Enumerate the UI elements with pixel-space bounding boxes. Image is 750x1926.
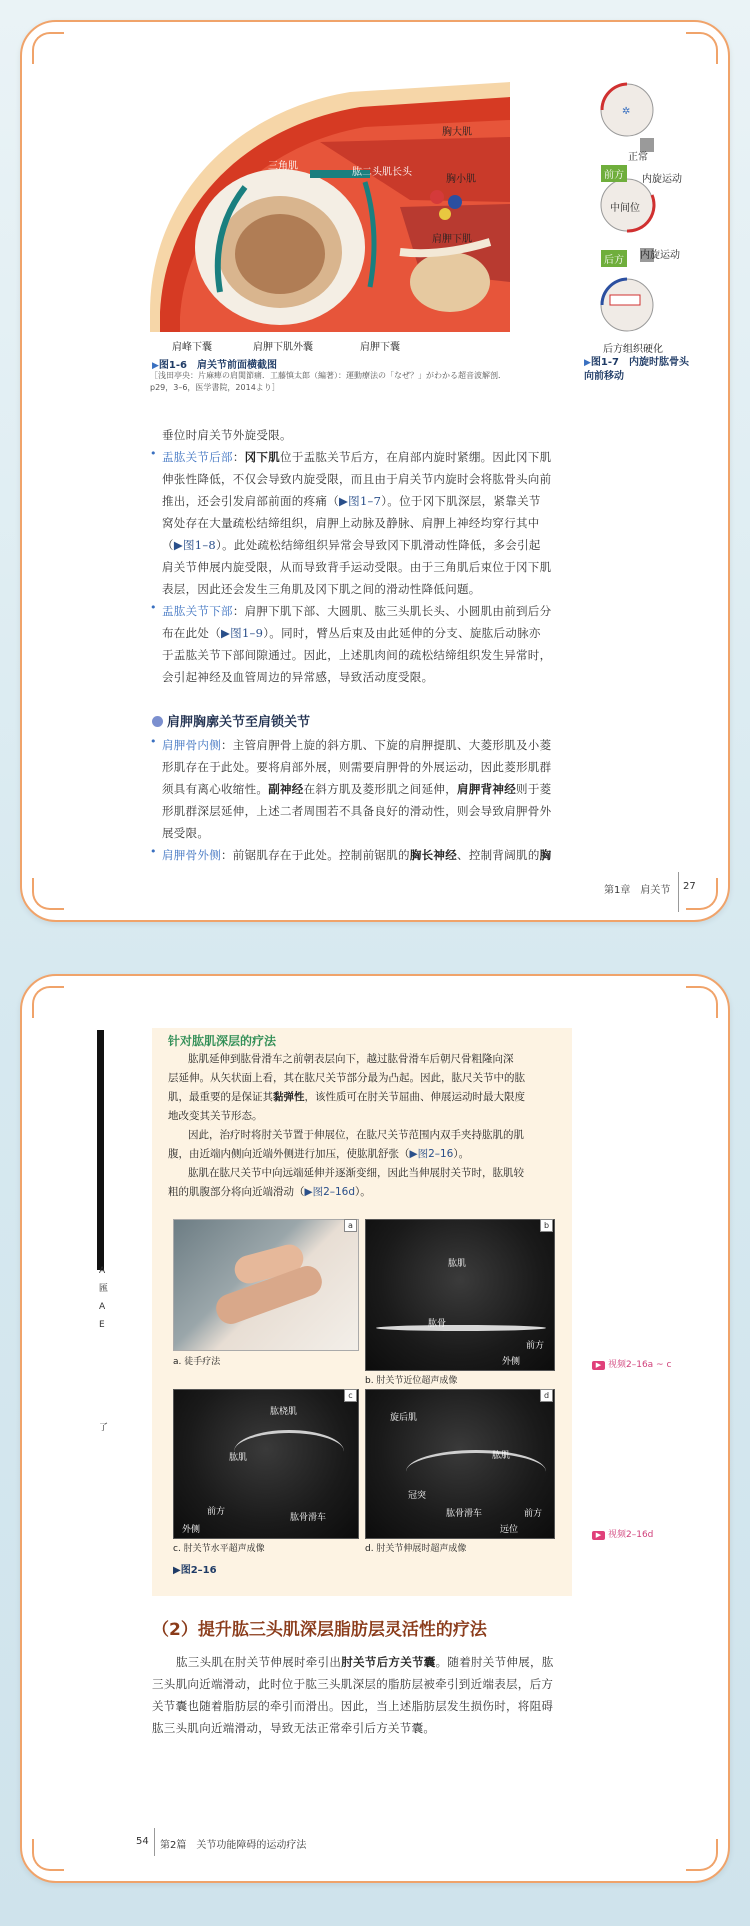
us-label-humerus: 肱骨 xyxy=(428,1319,447,1329)
corner-ornament xyxy=(32,1839,64,1871)
label-biceps-tendon: 肱二头肌长头 xyxy=(352,167,412,178)
corner-ornament xyxy=(32,986,64,1018)
label-subscapularis: 肩胛下肌 xyxy=(432,234,472,245)
bullet-dot: • xyxy=(150,601,157,614)
bullet-dot: • xyxy=(150,735,157,748)
underlying-page-edge xyxy=(97,1030,104,1270)
image-tag-b: b xyxy=(540,1219,553,1232)
label-subdeltoid-bursa: 肩峰下囊 xyxy=(172,342,212,353)
fig7-internal-rotation-top: 内旋运动 xyxy=(642,174,682,185)
section-dot-icon xyxy=(152,716,163,727)
fig1-7-caption: ▶图1-7 内旋时肱骨头向前移动 xyxy=(584,357,689,382)
us-label-front: 前方 xyxy=(524,1509,543,1519)
muscle-fascia-echo xyxy=(234,1430,344,1473)
video-link-16d[interactable]: ▶ 视频2–16d xyxy=(592,1527,653,1540)
fig7-front: 前方 xyxy=(601,165,627,182)
image-tag-a: a xyxy=(344,1219,357,1232)
underlying-page-letters: A 匯 A E xyxy=(99,1266,109,1330)
ultrasound-horizontal xyxy=(173,1389,359,1539)
video-link-16a-c[interactable]: ▶ 视频2–16a ~ c xyxy=(592,1357,671,1370)
fig7-neutral: 中间位 xyxy=(610,203,640,214)
page-number: 54 xyxy=(136,1836,149,1847)
box-paragraph: 肱肌延伸到肱骨滑车之前朝表层向下，越过肱骨滑车后朝尺骨粗隆向深 层延伸。从矢状面上看，其在肱尺关节部分最为凸起。因此，肱尺关节中的肱 肌，最重要的是保证其黏弹性，该性质可在肘关节屈曲、伸展运动时最大限度 地改变其关节形态。 因此，治疗时将肘关节置于伸展位，在肱尺关节范围内双手夹持肱肌的肌 腹，由近端内侧向近端外侧进行加压，使肱肌舒张（▶图2–16）。 肱肌在肱尺关节中向远端延伸并逐渐变细，因此当伸展肘关节时，肱肌较 粗的肌腹部分将向近端滑动（▶图2–16d）。 xyxy=(168,1053,525,1198)
corner-ornament xyxy=(686,986,718,1018)
footer-part: 第2篇 关节功能障碍的运动疗法 xyxy=(160,1840,307,1851)
label-deltoid: 三角肌 xyxy=(268,161,298,172)
us-label-trochlea: 肱骨滑车 xyxy=(446,1509,483,1519)
us-label-front: 前方 xyxy=(207,1507,226,1517)
humeral-head-rotation-figure xyxy=(582,80,692,355)
bullet-dot: • xyxy=(150,845,157,858)
manual-therapy-photo xyxy=(173,1219,359,1351)
image-tag-c: c xyxy=(344,1389,357,1402)
corner-ornament xyxy=(32,32,64,64)
play-icon: ▶ xyxy=(592,1531,605,1540)
us-label-front: 前方 xyxy=(526,1341,545,1351)
us-label-supinator: 旋后肌 xyxy=(390,1413,418,1423)
underlying-page-letter: 了 xyxy=(99,1423,109,1433)
caption-b: b. 肘关节近位超声成像 xyxy=(365,1376,458,1386)
label-subscap-bursa: 肩胛下囊 xyxy=(360,342,400,353)
fig7-normal: 正常 xyxy=(628,152,648,163)
page-number: 27 xyxy=(683,881,696,892)
us-label-distal: 远位 xyxy=(500,1525,519,1535)
paragraph-scapula-lateral: 肩胛骨外侧：前锯肌存在于此处。控制前锯肌的胸长神经、控制背阔肌的胸 xyxy=(162,848,552,862)
fig7-fibrosis: 后方组织硬化 xyxy=(603,344,663,355)
us-label-trochlea: 肱骨滑车 xyxy=(290,1513,327,1523)
box-title: 针对肱肌深层的疗法 xyxy=(168,1034,277,1048)
caption-a: a. 徒手疗法 xyxy=(173,1357,221,1367)
paragraph-triceps: 肱三头肌在肘关节伸展时牵引出肘关节后方关节囊。随着肘关节伸展，肱 三头肌向近端滑动，此时位于肱三头肌深层的脂肪层被牵引到近端表层，后方 关节囊也随着脂肪层的牵引而滑出。因此，当上述脂肪层发生损伤时，将阻碍 肱三头肌向近端滑动，导致无法正常牵引后方关节囊。 xyxy=(152,1655,554,1735)
paragraph-glenohumeral-inferior: 盂肱关节下部：肩胛下肌下部、大圆肌、肱三头肌长头、小圆肌由前到后分 布在此处（▶图1–9）。同时，臂丛后束及由此延伸的分支、旋肱后动脉亦 于盂肱关节下部间隙通过。因此，上述肌肉间的疏松结缔组织发生异常时， 会引起神经及血管周边的异常感，导致活动度受限。 xyxy=(162,604,552,684)
section-heading-triceps: （2）提升肱三头肌深层脂肪层灵活性的疗法 xyxy=(152,1620,487,1640)
caption-d: d. 肘关节伸展时超声成像 xyxy=(365,1544,467,1554)
bone-echo xyxy=(406,1450,546,1493)
ultrasound-proximal xyxy=(365,1219,555,1371)
image-tag-d: d xyxy=(540,1389,553,1402)
label-subscap-ext-bursa: 肩胛下肌外囊 xyxy=(253,342,313,353)
label-pec-major: 胸大肌 xyxy=(442,127,472,138)
fig1-6-caption: ▶图1-6 肩关节前面横截图 xyxy=(152,360,277,371)
bullet-dot: • xyxy=(150,447,157,460)
us-label-coronoid: 冠突 xyxy=(408,1491,427,1501)
corner-ornament xyxy=(686,1839,718,1871)
bone-echo xyxy=(376,1325,546,1331)
corner-ornament xyxy=(686,32,718,64)
fig7-internal-rotation-bottom: 内旋运动 xyxy=(640,250,680,261)
caption-c: c. 肘关节水平超声成像 xyxy=(173,1544,265,1554)
ultrasound-extension xyxy=(365,1389,555,1539)
footer-chapter: 第1章 肩关节 xyxy=(604,885,671,896)
paragraph-glenohumeral-posterior: 盂肱关节后部：冈下肌位于盂肱关节后方，在肩部内旋时紧绷。因此冈下肌 伸张性降低，不仅会导致内旋受限，而且由于肩关节内旋时会将肱骨头向前 推出，还会引发肩部前面的疼痛（▶图1–7）。位于冈下肌深层，紧靠关节 窝处存在大量疏松结缔组织，肩胛上动脉及静脉、肩胛上神经均穿行其中 （▶图1–8）。此处疏松结缔组织异常会导致冈下肌滑动性降低，多会引起 肩关节伸展内旋受限，从而导致背手运动受限。由于三角肌后束位于冈下肌 表层，因此还会发生三角肌及冈下肌之间的滑动性降低问题。 xyxy=(162,450,552,596)
us-label-lateral: 外侧 xyxy=(182,1525,201,1535)
play-icon: ▶ xyxy=(592,1361,605,1370)
us-label-lateral: 外侧 xyxy=(502,1357,521,1367)
label-pec-minor: 胸小肌 xyxy=(446,174,476,185)
us-label-brachialis: 肱肌 xyxy=(229,1453,248,1463)
fig2-16-caption: ▶图2–16 xyxy=(173,1565,217,1576)
us-label-brachioradialis: 肱桡肌 xyxy=(270,1407,298,1417)
section-heading: 肩胛胸廓关节至肩锁关节 xyxy=(152,711,310,730)
footer-divider xyxy=(678,872,679,912)
corner-ornament xyxy=(32,878,64,910)
text-line: 垂位时肩关节外旋受限。 xyxy=(162,428,292,442)
svg-text:✲: ✲ xyxy=(622,106,631,117)
footer-divider xyxy=(154,1828,155,1856)
fig7-back: 后方 xyxy=(601,250,627,267)
fig1-6-citation: ［浅田亭央：片麻痺の肩関節痛．工藤慎太郎（編著）：運動療法の「なぜ？」がわかる超音波解剖．p29，3–6，医学書院，2014より］ xyxy=(150,371,506,392)
paragraph-scapula-medial: 肩胛骨内侧：主管肩胛骨上旋的斜方肌、下旋的肩胛提肌、大菱形肌及小菱 形肌存在于此处。要将肩部外展，则需要肩胛骨的外展运动，因此菱形肌群 须具有离心收缩性。副神经在斜方肌及菱形肌之间延伸，肩胛背神经则于菱 形肌群深层延伸，上述二者周围若不具备良好的滑动性，则会导致肩胛骨外 展受限。 xyxy=(162,738,552,840)
us-label-brachialis: 肱肌 xyxy=(492,1451,511,1461)
shoulder-cross-section-figure xyxy=(150,82,510,332)
us-label-brachialis: 肱肌 xyxy=(448,1259,467,1269)
